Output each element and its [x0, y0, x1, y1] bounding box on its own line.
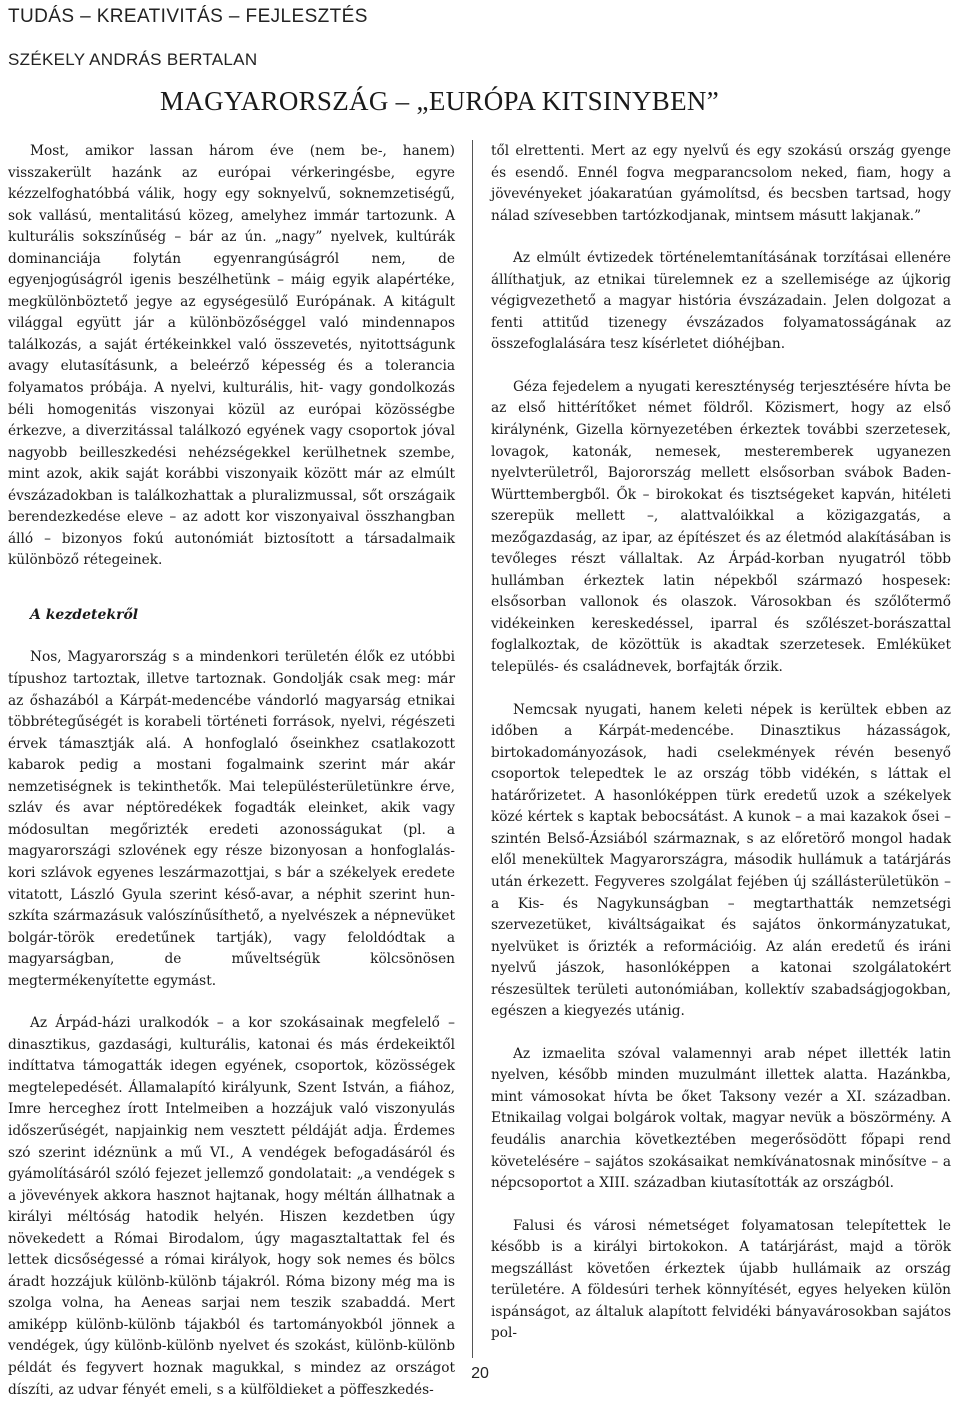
paragraph: Nemcsak nyugati, hanem keleti népek is kerültek ebben az időben a Kárpát-medencébe. Dinasztikus házasságok, birtokadományozások, hadi cselekmények révén besenyő csoportok telepedtek le az ország több vidékén, s láttak el határőrizetet. A hasonlóképpen türk eredetű uzok a székelyek közé kértek s kaptak bebocsátást. A kunok – a mai kazakok ősei – szintén Belső-Ázsiából származnak, s az előretörő mongol hadak elől menekültek Magyarországra, második hullámuk a tatárjárás után érkezett. Fegyveres szolgálat fejében új szállásterületükön – a Kis- és Nagykunságban – megtarthatták nemzetségi szervezetüket, kiváltságaikat és sajátos önkormányzatukat, nyelvüket is őrizték a reformációig. Az alán eredetű és iráni nyelvű jászok, hasonlóképpen a katonai szolgálatokért részesültek területi autonómiában, kollektív szabadságjogokban, egészen a kiegyezés utánig.: [491, 701, 951, 1020]
article-title: MAGYARORSZÁG – „EURÓPA KITSINYBEN”: [160, 86, 719, 116]
page-number: 20: [471, 1365, 489, 1382]
column-divider: [472, 140, 473, 1358]
paragraph: Az Árpád-házi uralkodók – a kor szokásainak megfelelő – dinasztikus, gazdasági, kulturális, katonai és más érdekeiktől indíttatva támogatták idegen egyének, csoportok, közösségek megtelepedését. Államalapító királyunk, Szent István, a fiához, Imre herceghez írott Intelmeiben a hozzájuk való viszonyulás időszerűségét, napjainkig nem vesztett példáját adja. Érdemes szó szerint idéznünk a mű VI., A vendégek befogadásáról és gyámolításáról szóló fejezet jellemző gondolatait: „a vendégek s a jövevények akkora hasznot hajtanak, hogy méltán állhatnak a királyi méltóság hatodik helyén. Hiszen kezdetben úgy növekedett a Római Birodalom, úgy magasztaltattak fel és lettek dicsőségessé a római királyok, hogy sok nemes és bölcs áradt hozzájuk különb-különb tájakról. Róma bizony még ma is szolga volna, ha Aeneas sarjai nem teszik szabaddá. Mert amiképp különb-különb tájakból és tartományokból jönnek a vendégek, úgy különb-különb nyelvet és szokást, különb-különb példát és fegyvert hoznak magukkal, s mindez az országot díszíti, az udvar fényét emeli, s a külföldieket a pöffeszkedés-: [8, 1015, 455, 1398]
left-column: [8, 141, 455, 1401]
right-column: [491, 141, 951, 1345]
paragraph: Falusi és városi németséget folyamatosan telepítettek le később is a királyi birtokokon. A tatárjárást, majd a török megszállást követően érkeztek újabb hullámaik az ország területére. A földesúri terhek könnyítését, egyes helyeken külön ispánságot, az általuk alapított felvidéki bányavárosokban sajátos pol-: [491, 1217, 951, 1342]
paragraph: Az elmúlt évtizedek történelemtanításának torzításai ellenére állíthatjuk, az etnikai türelemnek ez a szellemisége az újkorig végigvezethető a magyar história évszázadain. Jelen dolgozat a fenti attitűd tizenegy évszázados folyamatosságának az összefoglalására tesz kísérletet dióhéjban.: [491, 250, 951, 353]
running-header: TUDÁS – KREATIVITÁS – FEJLESZTÉS: [8, 6, 368, 27]
paragraph: Géza fejedelem a nyugati kereszténység terjesztésére hívta be az első hittérítőket német földről. Közismert, hogy az első királynénk, Gizella környezetében érkeztek további szerzetesek, lovagok, katonák, nemesek, mesteremberek ugyanezen nyelvterületről, Bajorország mellett elsősorban svábok Baden-Württembergből. Ők – birokokat és tisztségeket kapván, hitéleti szerepük mellett –, alattvalóikkal a közigazgatás, a mezőgazdaság, az ipar, az építészet és az életmód alakításában is tevőleges részt vállaltak. Az Árpád-korban nyugatról több hullámban érkeztek latin népekből származó hospesek: elsősorban vallonok és olaszok. Városokban és szőlőtermő vidékeinken kereskedéssel, iparral és szőlészet-borászattal foglalkoztak, de közöttük is akadtak szerzetesek. Emléküket település- és családnevek, borfajták őrzik.: [491, 378, 951, 676]
paragraph: Az izmaelita szóval valamennyi arab népet illették latin nyelven, később minden muzulmánt illettek alatta. Hazánkba, mint vámosokat hívta be őket Taksony vezér a XI. században. Etnikailag volgai bolgárok voltak, magyar nevük a böszörmény. A feudális anarchia következtében megerősödött főpapi rend követelésére – sajátos szokásaikat nemkívánatosnak minősítve – a népcsoportot a XIII. században kiutasították az országból.: [491, 1045, 951, 1192]
author-name: SZÉKELY ANDRÁS BERTALAN: [8, 50, 258, 69]
paragraph: Nos, Magyarország s a mindenkori területén élők ez utóbbi típushoz tartoztak, illetve tartoznak. Gondolják csak meg: már az őshazából a Kárpát-medencébe vándorló magyarság etnikai többrétegűségét is korabeli történeti források, nyelvi, régészeti érvek támasztják alá. A honfoglaló őseinkhez csatlakozott kabarok pedig a mostani fogalmaink szerint már akár nemzetiségnek is tekinthetők. Mai településterületünkre érve, szláv és avar néptöredékek fogadták eleinket, akik vagy módosultan megőrizték eredeti azonosságukat (pl. a magyarországi szlovének egy része bizonyosan a honfoglalás-kori szlávok egyenes leszármazottjai, s bár a székelyek eredete vitatott, László Gyula szerint késő-avar, a néphit szerint hun-szkíta származásuk valószínűsíthető, a nyelvészek a népnevüket bolgár-török eredetűnek tartják), vagy feloldódtak a magyarságban, de műveltségük kölcsönösen megtermékenyítette egymást.: [8, 649, 455, 989]
section-heading: A kezdetekről: [30, 606, 139, 623]
paragraph: Most, amikor lassan három éve (nem be-, hanem) visszakerült hazánk az európai vérkeringésbe, egyre kézzelfoghatóbbá válik, hogy egy soknyelvű, soknemzetiségű, sok vallású, mentalitású közeg, amelyhez immár tartozunk. A kulturális sokszínűség – bár az ún. „nagy” nyelvek, kultúrák dominanciája folytán egyenrangúságról nem, de egyenjogúságról igenis beszélhetünk – máig egyik alapértéke, megkülönböztető jegye az egységesülő Európának. A kitágult világgal együtt jár a különbözőséggel való mindennapos találkozás, a saját értékeinkkel való összevetés, nyitottságunk avagy elutasításunk, a beleérző képesség és a tolerancia folyamatos próbája. A nyelvi, kulturális, hit- vagy gondolkozás béli homogenitás viszonyai közül az európai közösségbe érkezve, a diverzitással találkozó egyének vagy csoportok jóval nagyobb beilleszkedési nehézségekkel kerülhetnek szembe, mint azok, akik saját korábbi viszonyaik között már az elmúlt évszázadokban is találkozhattak a pluralizmussal, sőt országaik berendezkedése eleve – az adott kor viszonyaival összhangban álló – bizonyos fokú autonómiát biztosított a társadalmaik különböző rétegeinek.: [8, 143, 455, 569]
paragraph: től elrettenti. Mert az egy nyelvű és egy szokású ország gyenge és esendő. Ennél fogva megparancsolom neked, fiam, hogy a jövevényeket jóakaratúan gyámolítsd, és becsben tartsad, hogy nálad szívesebben tartózkodjanak, mintsem másutt lakjanak.”: [491, 143, 951, 224]
